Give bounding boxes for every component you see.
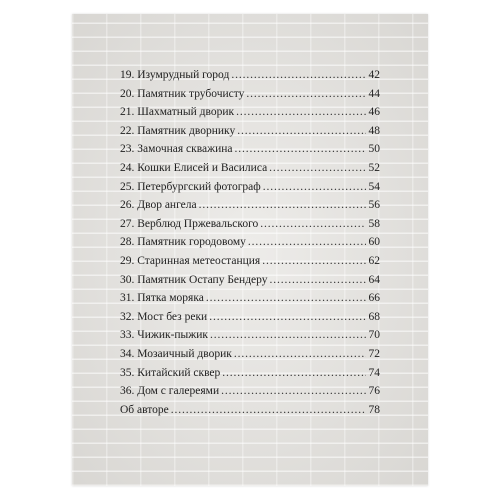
toc-leader-dots <box>210 326 366 345</box>
toc-entry-page: 56 <box>368 199 380 212</box>
toc-entry <box>120 85 380 104</box>
toc-entry <box>120 364 380 383</box>
toc-leader-dots <box>231 66 366 85</box>
toc-entry-title: 34. Мозаичный дворик <box>120 347 232 360</box>
book-page <box>72 14 428 486</box>
toc-entry-page: 46 <box>368 106 380 119</box>
toc-entry <box>120 289 380 308</box>
toc-leader-dots <box>263 178 366 197</box>
toc-leader-dots <box>234 345 366 364</box>
toc-leader-dots <box>262 252 366 271</box>
toc-entry <box>120 196 380 215</box>
toc-entry-title: 24. Кошки Елисей и Василиса <box>120 161 268 174</box>
toc-entry-title: 27. Верблюд Пржевальского <box>120 217 259 230</box>
toc-entry-title: 30. Памятник Остапу Бендеру <box>120 273 268 286</box>
toc-entry <box>120 215 380 234</box>
toc-entry-page: 54 <box>368 180 380 193</box>
toc-entry <box>120 271 380 290</box>
toc-entry-page: 52 <box>368 161 380 174</box>
toc-leader-dots <box>234 140 366 159</box>
toc-entry-page: 78 <box>368 403 380 416</box>
toc-entry-title: 33. Чижик-пыжик <box>120 329 208 342</box>
toc-entry-page: 68 <box>368 310 380 323</box>
toc-leader-dots <box>209 308 366 327</box>
toc-entry <box>120 345 380 364</box>
table-of-contents <box>120 66 380 419</box>
toc-leader-dots <box>260 215 366 234</box>
toc-entry-title: 22. Памятник дворнику <box>120 124 236 137</box>
toc-entry-title: 20. Памятник трубочисту <box>120 87 245 100</box>
toc-entry <box>120 122 380 141</box>
toc-entry <box>120 308 380 327</box>
toc-entry-page: 62 <box>368 254 380 267</box>
toc-entry-page: 70 <box>368 329 380 342</box>
toc-entry-title: Об авторе <box>120 403 169 416</box>
toc-leader-dots <box>248 233 366 252</box>
toc-entry-page: 50 <box>368 143 380 156</box>
toc-leader-dots <box>171 401 366 420</box>
toc-entry <box>120 401 380 420</box>
toc-leader-dots <box>206 289 366 308</box>
toc-entry-page: 60 <box>368 236 380 249</box>
toc-entry-page: 44 <box>368 87 380 100</box>
toc-entry-title: 23. Замочная скважина <box>120 143 233 156</box>
toc-leader-dots <box>199 196 366 215</box>
toc-entry <box>120 382 380 401</box>
toc-leader-dots <box>246 85 366 104</box>
toc-leader-dots <box>270 271 367 290</box>
toc-entry-title: 25. Петербургский фотограф <box>120 180 261 193</box>
toc-entry-page: 64 <box>368 273 380 286</box>
toc-entry-title: 19. Изумрудный город <box>120 69 230 81</box>
toc-entry-page: 72 <box>368 347 380 360</box>
toc-entry-title: 28. Памятник городовому <box>120 236 246 249</box>
toc-entry <box>120 66 380 85</box>
toc-leader-dots <box>221 382 366 401</box>
toc-entry <box>120 103 380 122</box>
toc-entry-page: 74 <box>368 366 380 379</box>
toc-leader-dots <box>269 159 366 178</box>
toc-entry-title: 26. Двор ангела <box>120 199 197 212</box>
toc-entry <box>120 178 380 197</box>
toc-leader-dots <box>222 364 366 383</box>
toc-entry <box>120 326 380 345</box>
toc-leader-dots <box>236 103 366 122</box>
toc-entry-title: 21. Шахматный дворик <box>120 106 235 119</box>
toc-entry-page: 66 <box>368 292 380 305</box>
toc-leader-dots <box>237 122 366 141</box>
toc-entry <box>120 140 380 159</box>
toc-entry-title: 29. Старинная метеостанция <box>120 254 261 267</box>
toc-entry-title: 32. Мост без реки <box>120 310 208 323</box>
toc-entry <box>120 159 380 178</box>
toc-entry-title: 36. Дом с галереями <box>120 385 220 398</box>
toc-entry-page: 42 <box>368 69 380 81</box>
toc-entry-page: 48 <box>368 124 380 137</box>
toc-entry-title: 31. Пятка моряка <box>120 292 204 305</box>
toc-entry <box>120 252 380 271</box>
toc-entry-title: 35. Китайский сквер <box>120 366 221 379</box>
toc-entry-page: 58 <box>368 217 380 230</box>
toc-entry <box>120 233 380 252</box>
toc-entry-page: 76 <box>368 385 380 398</box>
